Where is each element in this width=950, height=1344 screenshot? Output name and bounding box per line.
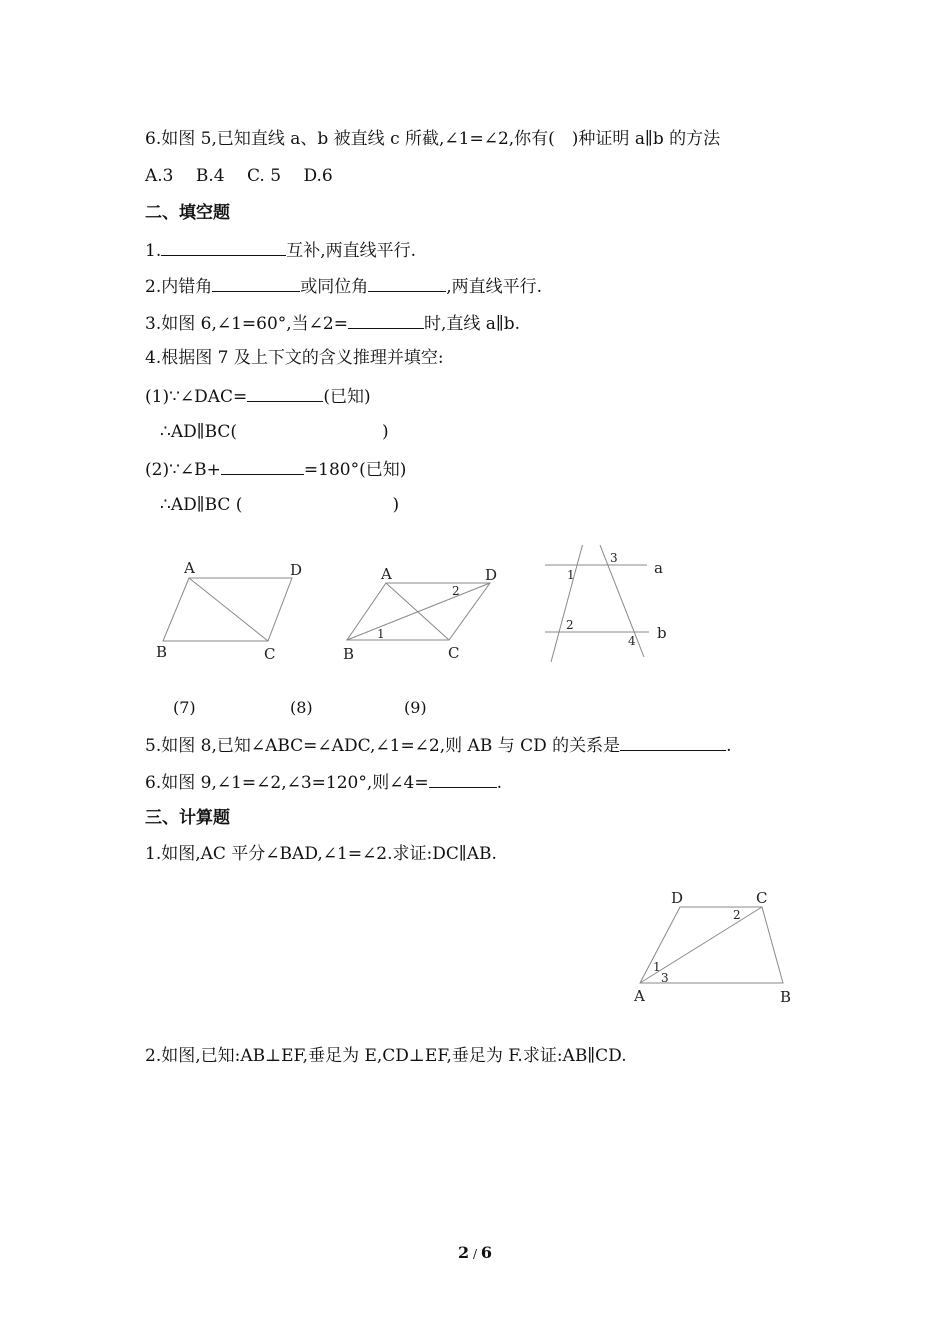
fill-q1-suffix: 互补,两直线平行. (286, 241, 417, 261)
fig9-transversal-2 (600, 545, 644, 657)
fig8-label-a: A (381, 565, 392, 583)
trapezoid-label-b: B (780, 988, 792, 1006)
fig9-angle-2: 2 (566, 618, 574, 632)
fill-q4-1-conclusion (160, 421, 389, 443)
fill-q4-1-conclusion-b: ) (382, 422, 389, 442)
fill-q4-2-blank[interactable] (221, 457, 304, 475)
fill-q4-2-conclusion (160, 494, 399, 516)
fig7-label-d: D (290, 561, 303, 579)
fill-q2-blank-2[interactable] (368, 274, 446, 292)
fill-q5-part-a: 5.如图 8,已知∠ABC=∠ADC,∠1=∠2,则 AB 与 CD 的关系是 (145, 736, 621, 756)
fill-q2-part-b: 或同位角 (300, 277, 369, 297)
trapezoid-angle-1: 1 (653, 960, 661, 974)
fig9-label-b: b (657, 624, 667, 642)
fill-q3-part-a: 3.如图 6,∠1=60°,当∠2= (145, 314, 348, 334)
trapezoid-label-a: A (634, 987, 645, 1005)
figure-7 (163, 578, 292, 641)
fill-q4-2 (145, 457, 406, 481)
fig8-label-d: D (485, 566, 498, 584)
fill-q4-1-blank[interactable] (247, 384, 323, 402)
fill-q1 (145, 238, 416, 262)
calc-q1: 1.如图,AC 平分∠BAD,∠1=∠2.求证:DC∥AB. (145, 844, 497, 864)
calc-q2: 2.如图,已知:AB⊥EF,垂足为 E,CD⊥EF,垂足为 F.求证:AB∥CD. (145, 1046, 627, 1066)
trapezoid-label-c: C (756, 889, 768, 907)
fig7-label-a: A (184, 559, 195, 577)
fill-q3-blank[interactable] (348, 311, 424, 329)
fill-q4-2-conclusion-b: ) (392, 495, 400, 515)
fill-q4-1-conclusion-a: ∴AD∥BC( (160, 422, 238, 442)
fig8-label-c: C (448, 644, 460, 662)
fig8-angle-2: 2 (452, 584, 460, 598)
q6-options: A.3 B.4 C. 5 D.6 (145, 166, 333, 186)
fig9-angle-4: 4 (628, 634, 636, 648)
fig9-angle-3: 3 (610, 551, 618, 565)
page-current: 2 (458, 1243, 470, 1262)
fig9-caption: (9) (404, 698, 427, 717)
fill-q2-part-a: 2.内错角 (145, 277, 213, 297)
page-total: 6 (480, 1243, 492, 1262)
fig8-diagonal-bd (347, 583, 490, 640)
page-separator: / (472, 1247, 478, 1261)
fill-q2-blank-1[interactable] (212, 274, 300, 292)
fill-q4-1-part-b: (已知) (323, 387, 371, 407)
fig8-angle-1: 1 (377, 627, 385, 641)
section-2-title: 二、填空题 (145, 203, 230, 223)
trapezoid-label-d: D (671, 889, 684, 907)
fill-q3-part-b: 时,直线 a∥b. (424, 314, 521, 334)
fill-q6-part-b: . (496, 773, 502, 793)
trapezoid-angle-3: 3 (661, 971, 669, 985)
figure-trapezoid (625, 885, 805, 1015)
fill-q4-2-conclusion-a: ∴AD∥BC ( (160, 495, 243, 515)
fig8-caption: (8) (290, 698, 313, 717)
fill-q5 (145, 733, 732, 757)
fill-q6-part-a: 6.如图 9,∠1=∠2,∠3=120°,则∠4= (145, 773, 429, 793)
fill-q4-2-part-a: (2)∵∠B+ (145, 460, 221, 480)
fill-q5-part-b: . (726, 736, 732, 756)
fig9-angle-1: 1 (567, 568, 575, 582)
fig9-label-a: a (654, 559, 663, 577)
fill-q4-1-part-a: (1)∵∠DAC= (145, 387, 248, 407)
q6-stem: 6.如图 5,已知直线 a、b 被直线 c 所截,∠1=∠2,你有( )种证明 a∥b 的方法 (145, 129, 721, 149)
figures-7-8-9 (140, 545, 700, 675)
figure-8 (347, 583, 490, 640)
fig8-label-b: B (343, 645, 355, 663)
fill-q4-2-part-b: =180°(已知) (303, 460, 407, 480)
fill-q1-blank[interactable] (161, 238, 286, 256)
fill-q2 (145, 274, 542, 298)
fig7-label-c: C (264, 645, 276, 663)
fill-q3 (145, 311, 520, 335)
fig7-diagonal-ac (189, 578, 268, 641)
fill-q6-blank[interactable] (429, 770, 497, 788)
fig9-transversal-1 (551, 545, 583, 662)
page-number (0, 1243, 950, 1262)
fill-q5-blank[interactable] (620, 733, 726, 751)
fill-q4-1 (145, 384, 371, 408)
fig7-label-b: B (156, 643, 168, 661)
section-3-title: 三、计算题 (145, 808, 230, 828)
fill-q6 (145, 770, 502, 794)
trapezoid-angle-2: 2 (733, 908, 741, 922)
fill-q2-part-c: ,两直线平行. (446, 277, 543, 297)
fill-q4-stem: 4.根据图 7 及上下文的含义推理并填空: (145, 348, 444, 368)
fig7-caption: (7) (173, 698, 196, 717)
fig7-parallelogram (163, 578, 292, 641)
fill-q1-prefix: 1. (145, 241, 162, 261)
